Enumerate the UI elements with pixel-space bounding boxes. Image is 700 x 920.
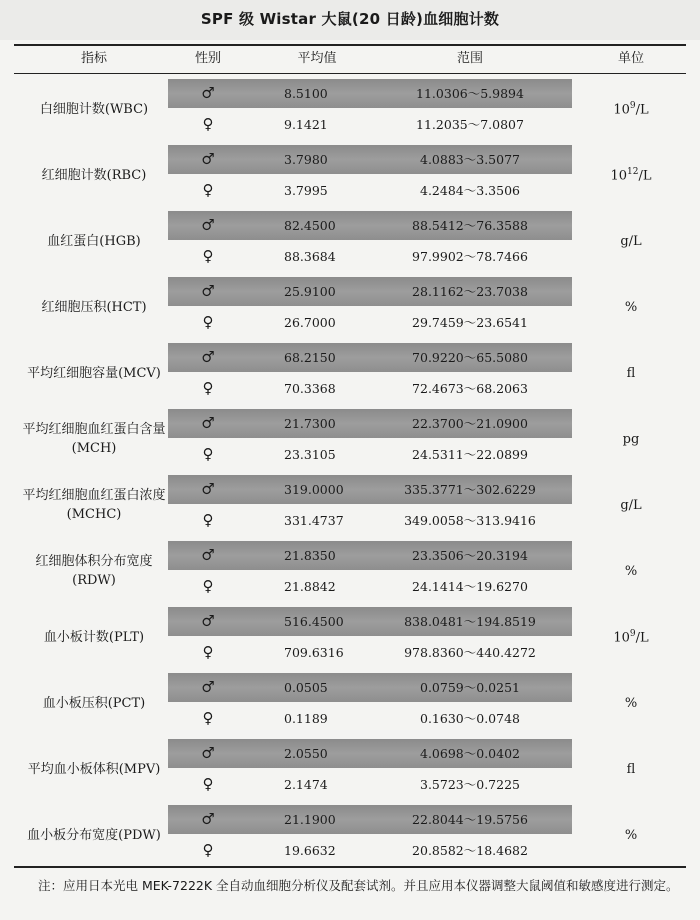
- female-symbol: ♀: [202, 841, 214, 859]
- female-mean-value: 21.8842: [284, 579, 336, 594]
- unit-label: %: [624, 695, 638, 711]
- male-range-value: 28.1162～23.7038: [412, 284, 528, 299]
- male-mean-value: 516.4500: [284, 614, 344, 629]
- unit-tail: /L: [638, 168, 652, 184]
- female-mean-value: 26.7000: [284, 315, 336, 330]
- female-symbol: ♀: [202, 115, 214, 133]
- male-symbol: ♂: [201, 678, 215, 696]
- female-range-value: 4.2484～3.3506: [420, 183, 520, 198]
- male-mean-value: 68.2150: [284, 350, 336, 365]
- male-range-value: 70.9220～65.5080: [412, 350, 528, 365]
- indicator-name: 红细胞体积分布宽度(RDW): [35, 554, 153, 588]
- female-range-value: 29.7459～23.6541: [412, 315, 528, 330]
- male-range-value: 23.3506～20.3194: [412, 548, 528, 563]
- male-symbol: ♂: [201, 612, 215, 630]
- unit-label: [576, 607, 686, 667]
- unit-label: [576, 145, 686, 205]
- header-range: 范围: [456, 51, 483, 66]
- header-indicator: 指标: [80, 51, 107, 66]
- indicator-name: 红细胞压积(HCT): [41, 299, 147, 315]
- unit-label: %: [624, 299, 638, 315]
- female-mean-value: 331.4737: [284, 513, 344, 528]
- indicator-name: 平均红细胞血红蛋白浓度(MCHC): [22, 488, 166, 522]
- male-symbol: ♂: [201, 546, 215, 564]
- male-mean-value: 21.8350: [284, 548, 336, 563]
- male-symbol: ♂: [201, 480, 215, 498]
- header-mean: 平均值: [297, 51, 337, 66]
- indicator-name: 平均红细胞血红蛋白含量(MCH): [22, 422, 166, 456]
- top-rule: [14, 44, 686, 46]
- table-note: 注：应用日本光电 MEK-7222K 全自动血细胞分析仪及配套试剂。并且应用本仪器调整大鼠阈值和敏感度进行测定。: [38, 878, 679, 893]
- female-range-value: 24.1414～19.6270: [412, 579, 528, 594]
- male-range-value: 22.3700～21.0900: [412, 416, 528, 431]
- unit-exponent: 12: [627, 166, 639, 177]
- header-sex: 性别: [194, 51, 221, 66]
- bottom-rule: [14, 866, 686, 868]
- indicator-name: 血小板分布宽度(PDW): [27, 827, 161, 843]
- indicator-name: 血小板压积(PCT): [42, 695, 146, 711]
- unit-label: %: [624, 827, 638, 843]
- female-range-value: 0.1630～0.0748: [420, 711, 520, 726]
- male-range-value: 4.0883～3.5077: [420, 152, 520, 167]
- indicator-name: 白细胞计数(WBC): [39, 101, 149, 117]
- male-mean-value: 3.7980: [284, 152, 328, 167]
- header-unit: 单位: [617, 51, 644, 66]
- female-range-value: 978.8360～440.4272: [404, 645, 536, 660]
- indicator-name: 平均红细胞容量(MCV): [27, 365, 161, 381]
- male-range-value: 0.0759～0.0251: [420, 680, 520, 695]
- indicator-name: 血红蛋白(HGB): [47, 233, 141, 249]
- male-range-value: 22.8044～19.5756: [412, 812, 528, 827]
- female-range-value: 3.5723～0.7225: [420, 777, 520, 792]
- female-mean-value: 709.6316: [284, 645, 344, 660]
- indicator-name: 红细胞计数(RBC): [41, 167, 147, 183]
- unit-label: g/L: [620, 497, 642, 513]
- female-range-value: 11.2035～7.0807: [416, 117, 524, 132]
- female-mean-value: 9.1421: [284, 117, 328, 132]
- indicator-name: 平均血小板体积(MPV): [27, 761, 161, 777]
- table-title: SPF 级 Wistar 大鼠(20 日龄)血细胞计数: [200, 10, 500, 28]
- female-symbol: ♀: [202, 445, 214, 463]
- female-range-value: 97.9902～78.7466: [412, 249, 528, 264]
- female-range-value: 20.8582～18.4682: [412, 843, 528, 858]
- male-symbol: ♂: [201, 348, 215, 366]
- header-rule: [14, 73, 686, 74]
- male-symbol: ♂: [201, 84, 215, 102]
- female-symbol: ♀: [202, 181, 214, 199]
- male-mean-value: 25.9100: [284, 284, 336, 299]
- female-range-value: 72.4673～68.2063: [412, 381, 528, 396]
- male-range-value: 88.5412～76.3588: [412, 218, 528, 233]
- male-range-value: 11.0306～5.9894: [416, 86, 524, 101]
- male-range-value: 838.0481～194.8519: [404, 614, 536, 629]
- male-mean-value: 21.1900: [284, 812, 336, 827]
- female-symbol: ♀: [202, 247, 214, 265]
- female-mean-value: 3.7995: [284, 183, 328, 198]
- male-symbol: ♂: [201, 744, 215, 762]
- male-symbol: ♂: [201, 810, 215, 828]
- male-range-value: 4.0698～0.0402: [420, 746, 520, 761]
- female-symbol: ♀: [202, 313, 214, 331]
- male-range-value: 335.3771～302.6229: [404, 482, 536, 497]
- male-symbol: ♂: [201, 216, 215, 234]
- male-symbol: ♂: [201, 150, 215, 168]
- female-mean-value: 23.3105: [284, 447, 336, 462]
- unit-label: [576, 79, 686, 139]
- male-mean-value: 21.7300: [284, 416, 336, 431]
- male-symbol: ♂: [201, 282, 215, 300]
- male-mean-value: 2.0550: [284, 746, 328, 761]
- unit-base: 10: [610, 168, 628, 184]
- unit-label: g/L: [620, 233, 642, 249]
- unit-label: %: [624, 563, 638, 579]
- female-symbol: ♀: [202, 775, 214, 793]
- male-mean-value: 319.0000: [284, 482, 344, 497]
- female-symbol: ♀: [202, 379, 214, 397]
- unit-base: 10: [613, 102, 630, 118]
- male-symbol: ♂: [201, 414, 215, 432]
- female-range-value: 349.0058～313.9416: [404, 513, 536, 528]
- unit-tail: /L: [635, 630, 649, 646]
- unit-exponent: 9: [629, 100, 636, 111]
- male-mean-value: 82.4500: [284, 218, 336, 233]
- unit-label: fl: [626, 761, 636, 777]
- female-mean-value: 0.1189: [284, 711, 328, 726]
- unit-tail: /L: [635, 102, 649, 118]
- unit-label: pg: [622, 431, 640, 447]
- female-mean-value: 2.1474: [284, 777, 328, 792]
- female-symbol: ♀: [202, 643, 214, 661]
- female-mean-value: 19.6632: [284, 843, 336, 858]
- female-mean-value: 88.3684: [284, 249, 336, 264]
- indicator-name: 血小板计数(PLT): [43, 629, 145, 645]
- male-mean-value: 0.0505: [284, 680, 328, 695]
- female-symbol: ♀: [202, 511, 214, 529]
- female-mean-value: 70.3368: [284, 381, 336, 396]
- unit-text: [610, 167, 651, 183]
- unit-base: 10: [613, 630, 630, 646]
- female-symbol: ♀: [202, 577, 214, 595]
- unit-label: fl: [626, 365, 636, 381]
- female-range-value: 24.5311～22.0899: [412, 447, 528, 462]
- unit-text: [613, 629, 648, 645]
- female-symbol: ♀: [202, 709, 214, 727]
- unit-text: [613, 101, 648, 117]
- male-mean-value: 8.5100: [284, 86, 328, 101]
- unit-exponent: 9: [629, 628, 636, 639]
